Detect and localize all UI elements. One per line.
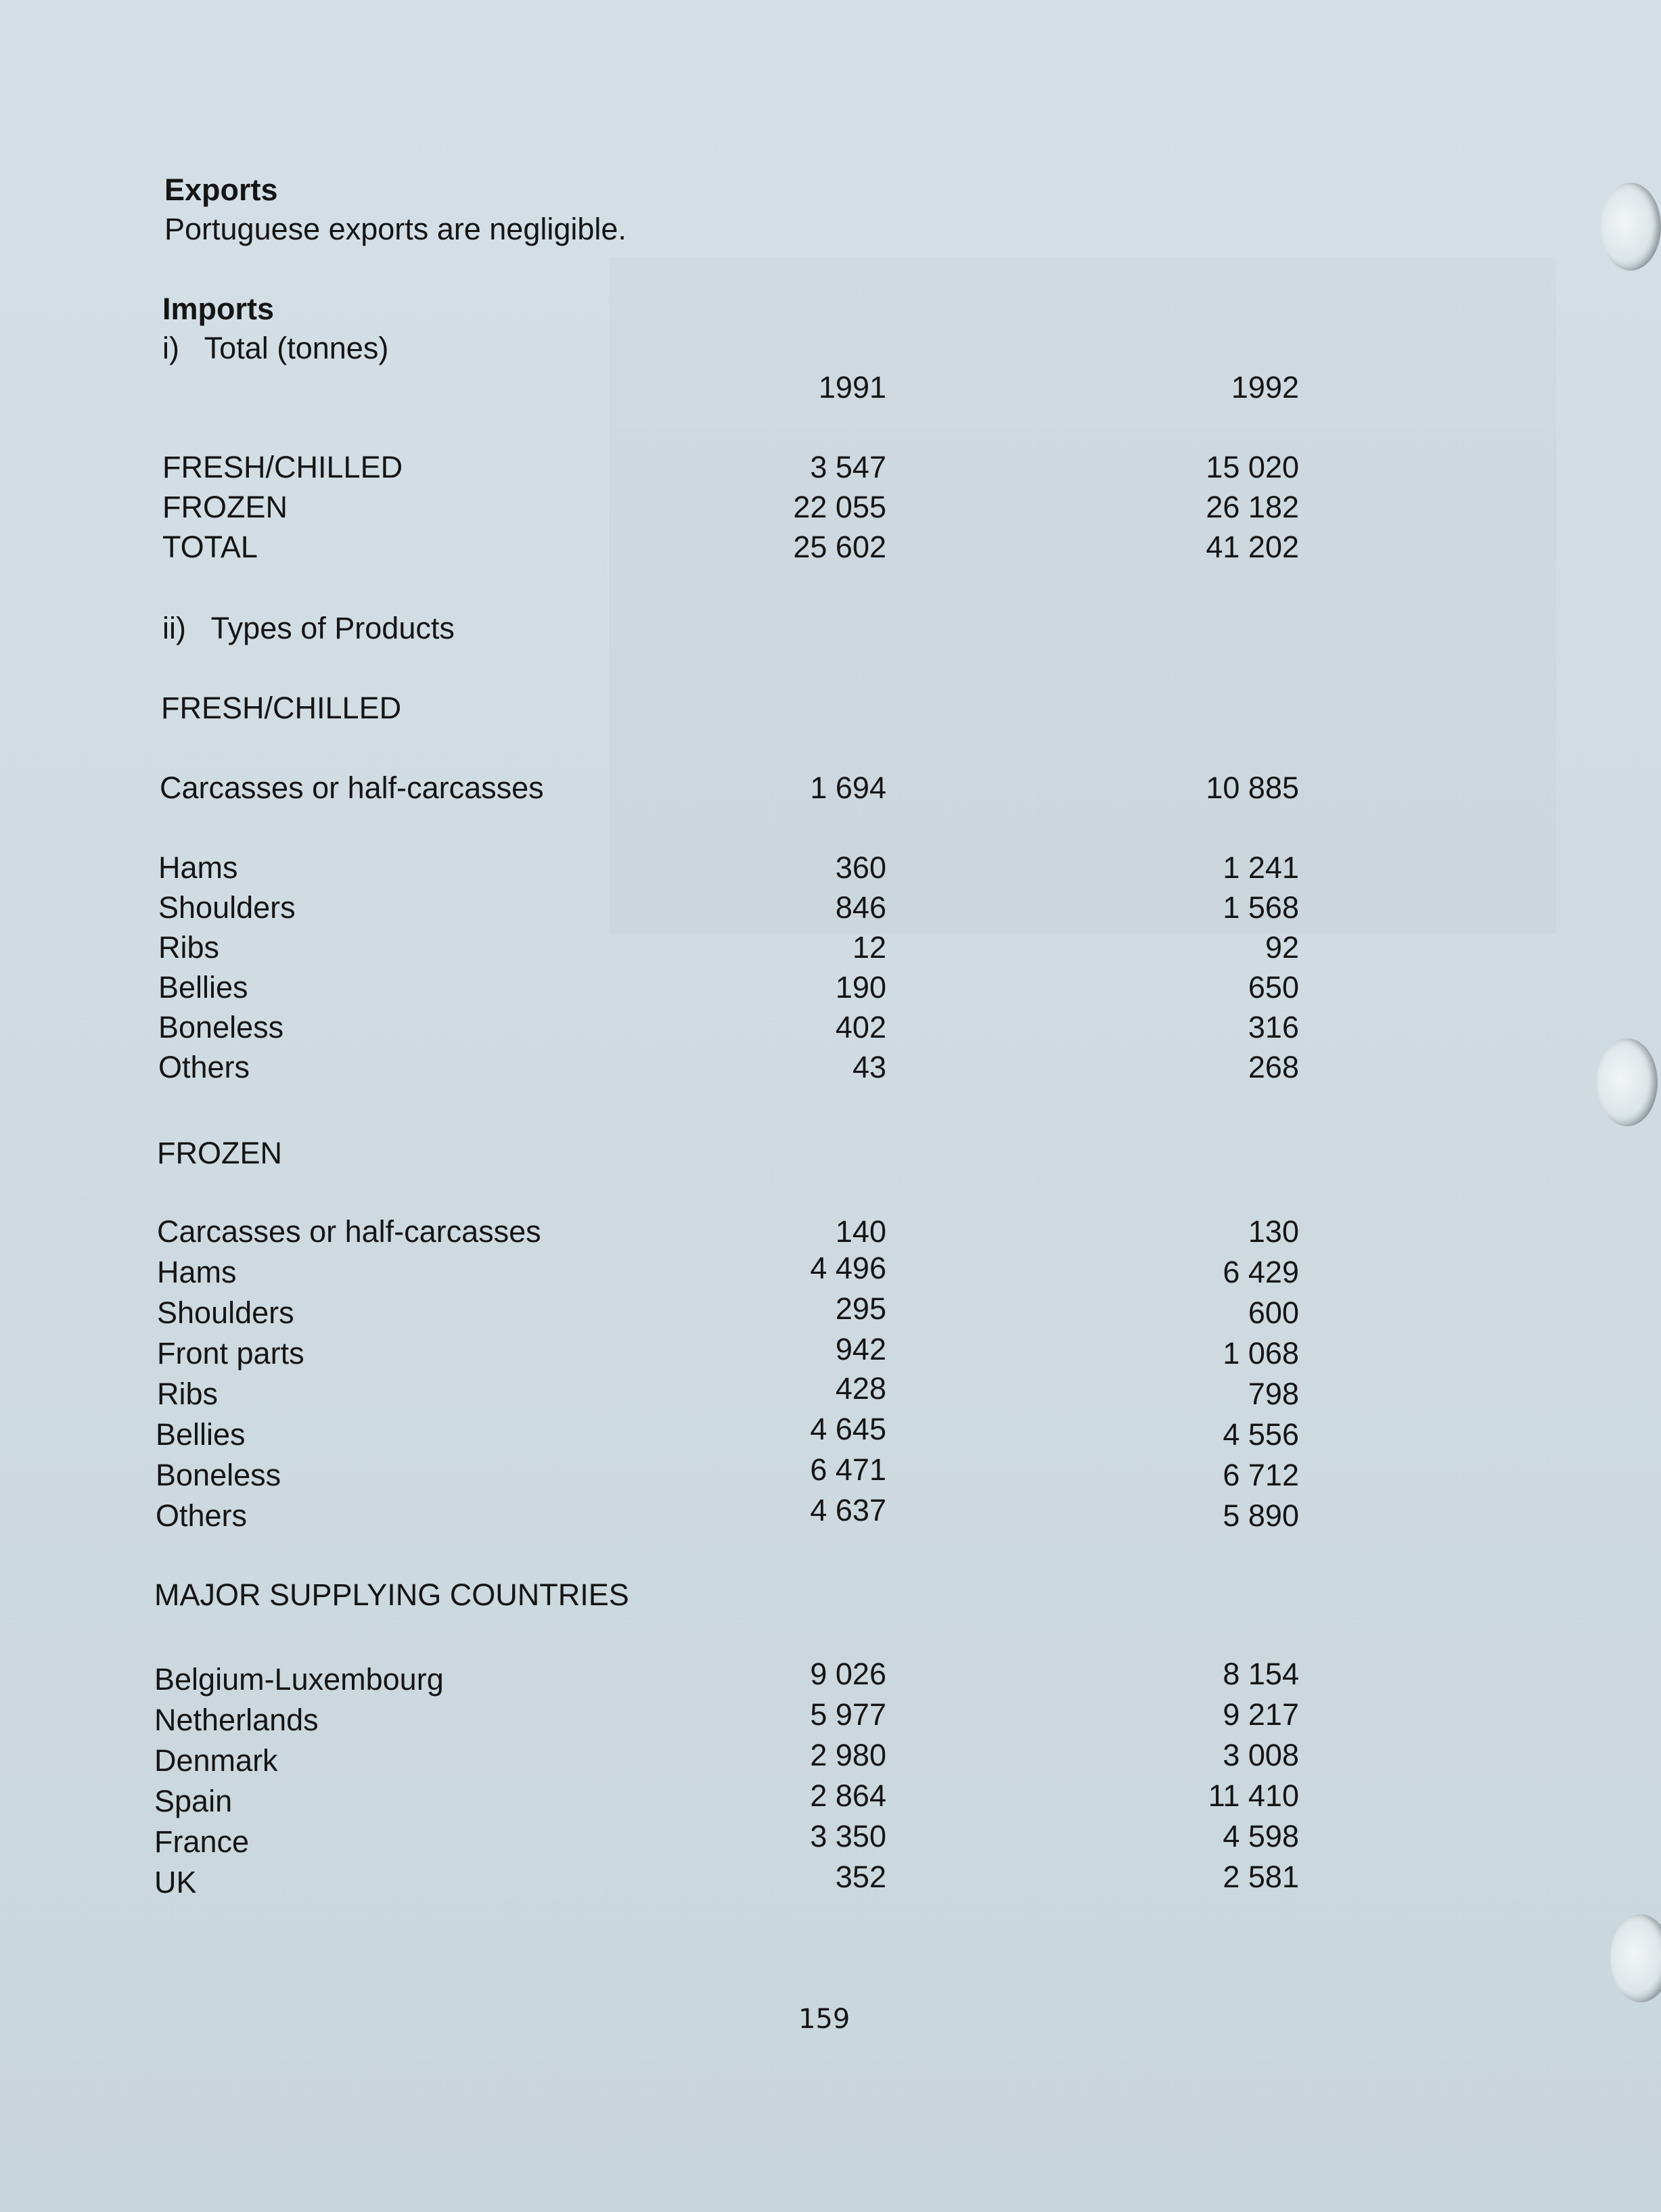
table-cell-1991: 846	[835, 890, 886, 925]
table-row-label: Netherlands	[154, 1703, 319, 1737]
binder-hole-bottom	[1610, 1914, 1661, 2002]
table-cell-1992: 2 581	[1223, 1860, 1299, 1894]
table-row-label: Others	[156, 1498, 248, 1533]
table-row-label: Bellies	[156, 1417, 246, 1452]
year-1992-header: 1992	[1231, 370, 1299, 405]
table-cell-1992: 3 008	[1223, 1738, 1299, 1772]
table-row-label: Ribs	[158, 930, 220, 965]
table-row-label: Bellies	[158, 970, 248, 1005]
table-cell-1992: 4 598	[1223, 1819, 1299, 1853]
table-cell-1991: 140	[835, 1214, 886, 1249]
table-row-label: Hams	[157, 1255, 237, 1289]
page-number: 159	[798, 2004, 850, 2035]
table-cell-1991: 3 350	[810, 1819, 886, 1853]
table-cell-1991: 9 026	[810, 1657, 886, 1691]
year-1991-header: 1991	[818, 370, 886, 405]
table-cell-1991: 428	[835, 1371, 886, 1406]
table-cell-1992: 1 241	[1223, 850, 1299, 885]
table-cell-1992: 798	[1248, 1377, 1299, 1411]
table-cell-1992: 92	[1265, 930, 1299, 965]
table-cell-1992: 6 712	[1223, 1458, 1299, 1492]
table-cell-1992: 8 154	[1223, 1657, 1299, 1691]
table-row-label: Belgium-Luxembourg	[154, 1662, 444, 1697]
table-cell-1991: 402	[835, 1010, 886, 1044]
table-cell-1992: 130	[1248, 1214, 1299, 1249]
binder-hole-top	[1600, 183, 1661, 271]
table-row-label: Shoulders	[157, 1295, 294, 1330]
table-cell-1992: 268	[1248, 1050, 1299, 1084]
table-row-label: Others	[158, 1050, 250, 1084]
table-cell-1992: 26 182	[1206, 490, 1299, 524]
table-cell-1992: 11 410	[1208, 1778, 1299, 1813]
table-cell-1991: 190	[835, 970, 886, 1005]
exports-heading: Exports	[164, 172, 278, 207]
table-row-label: Ribs	[157, 1377, 219, 1411]
table-cell-1991: 360	[835, 850, 886, 885]
table-cell-1991: 5 977	[810, 1697, 886, 1732]
total-tonnes-label: i) Total (tonnes)	[162, 331, 389, 365]
table-row-label: FROZEN	[162, 490, 288, 524]
show-through-shadow	[609, 257, 1556, 934]
table-cell-1991: 25 602	[793, 530, 886, 564]
table-cell-1991: 12	[852, 930, 886, 965]
table-cell-1992: 10 885	[1206, 770, 1299, 805]
types-of-products-label: ii) Types of Products	[162, 611, 455, 645]
table-row-label: Hams	[158, 850, 238, 885]
table-row-label: Front parts	[157, 1336, 304, 1370]
table-row-label: Denmark	[154, 1743, 278, 1778]
table-cell-1991: 352	[835, 1860, 886, 1894]
table-row-label: Boneless	[156, 1458, 281, 1492]
table-row-label: FRESH/CHILLED	[162, 450, 403, 484]
table-cell-1992: 650	[1248, 970, 1299, 1005]
table-row-label: Carcasses or half-carcasses	[160, 770, 544, 805]
table-cell-1992: 1 068	[1223, 1336, 1299, 1370]
table-cell-1991: 2 864	[810, 1778, 886, 1813]
table-cell-1992: 1 568	[1223, 890, 1299, 925]
table-cell-1992: 316	[1248, 1010, 1299, 1044]
table-row-label: UK	[154, 1865, 197, 1899]
table-cell-1991: 2 980	[810, 1738, 886, 1772]
table-cell-1991: 295	[835, 1291, 886, 1326]
table-cell-1991: 4 496	[810, 1251, 886, 1285]
binder-hole-middle	[1597, 1038, 1658, 1126]
table-cell-1991: 6 471	[810, 1452, 886, 1487]
table-row-label: France	[154, 1824, 250, 1859]
table-cell-1991: 942	[835, 1332, 886, 1366]
table-cell-1991: 4 645	[810, 1412, 886, 1446]
table-cell-1991: 4 637	[810, 1493, 886, 1527]
frozen-heading: FROZEN	[157, 1136, 282, 1170]
table-row-label: Spain	[154, 1784, 233, 1818]
fresh-chilled-heading: FRESH/CHILLED	[161, 691, 402, 725]
table-cell-1991: 1 694	[810, 770, 886, 805]
imports-heading: Imports	[162, 292, 275, 326]
table-cell-1991: 3 547	[810, 450, 886, 484]
table-cell-1991: 22 055	[793, 490, 886, 524]
table-cell-1992: 5 890	[1223, 1498, 1299, 1533]
exports-text: Portuguese exports are negligible.	[164, 212, 627, 246]
countries-heading: MAJOR SUPPLYING COUNTRIES	[154, 1577, 629, 1612]
table-row-label: TOTAL	[162, 530, 258, 564]
table-cell-1992: 4 556	[1223, 1417, 1299, 1452]
table-cell-1992: 9 217	[1223, 1697, 1299, 1732]
table-cell-1992: 600	[1248, 1295, 1299, 1330]
table-cell-1992: 41 202	[1206, 530, 1299, 564]
table-row-label: Boneless	[158, 1010, 284, 1044]
table-row-label: Shoulders	[158, 890, 296, 925]
table-row-label: Carcasses or half-carcasses	[157, 1214, 541, 1249]
table-cell-1992: 6 429	[1223, 1255, 1299, 1289]
table-cell-1991: 43	[852, 1050, 886, 1084]
table-cell-1992: 15 020	[1206, 450, 1299, 484]
